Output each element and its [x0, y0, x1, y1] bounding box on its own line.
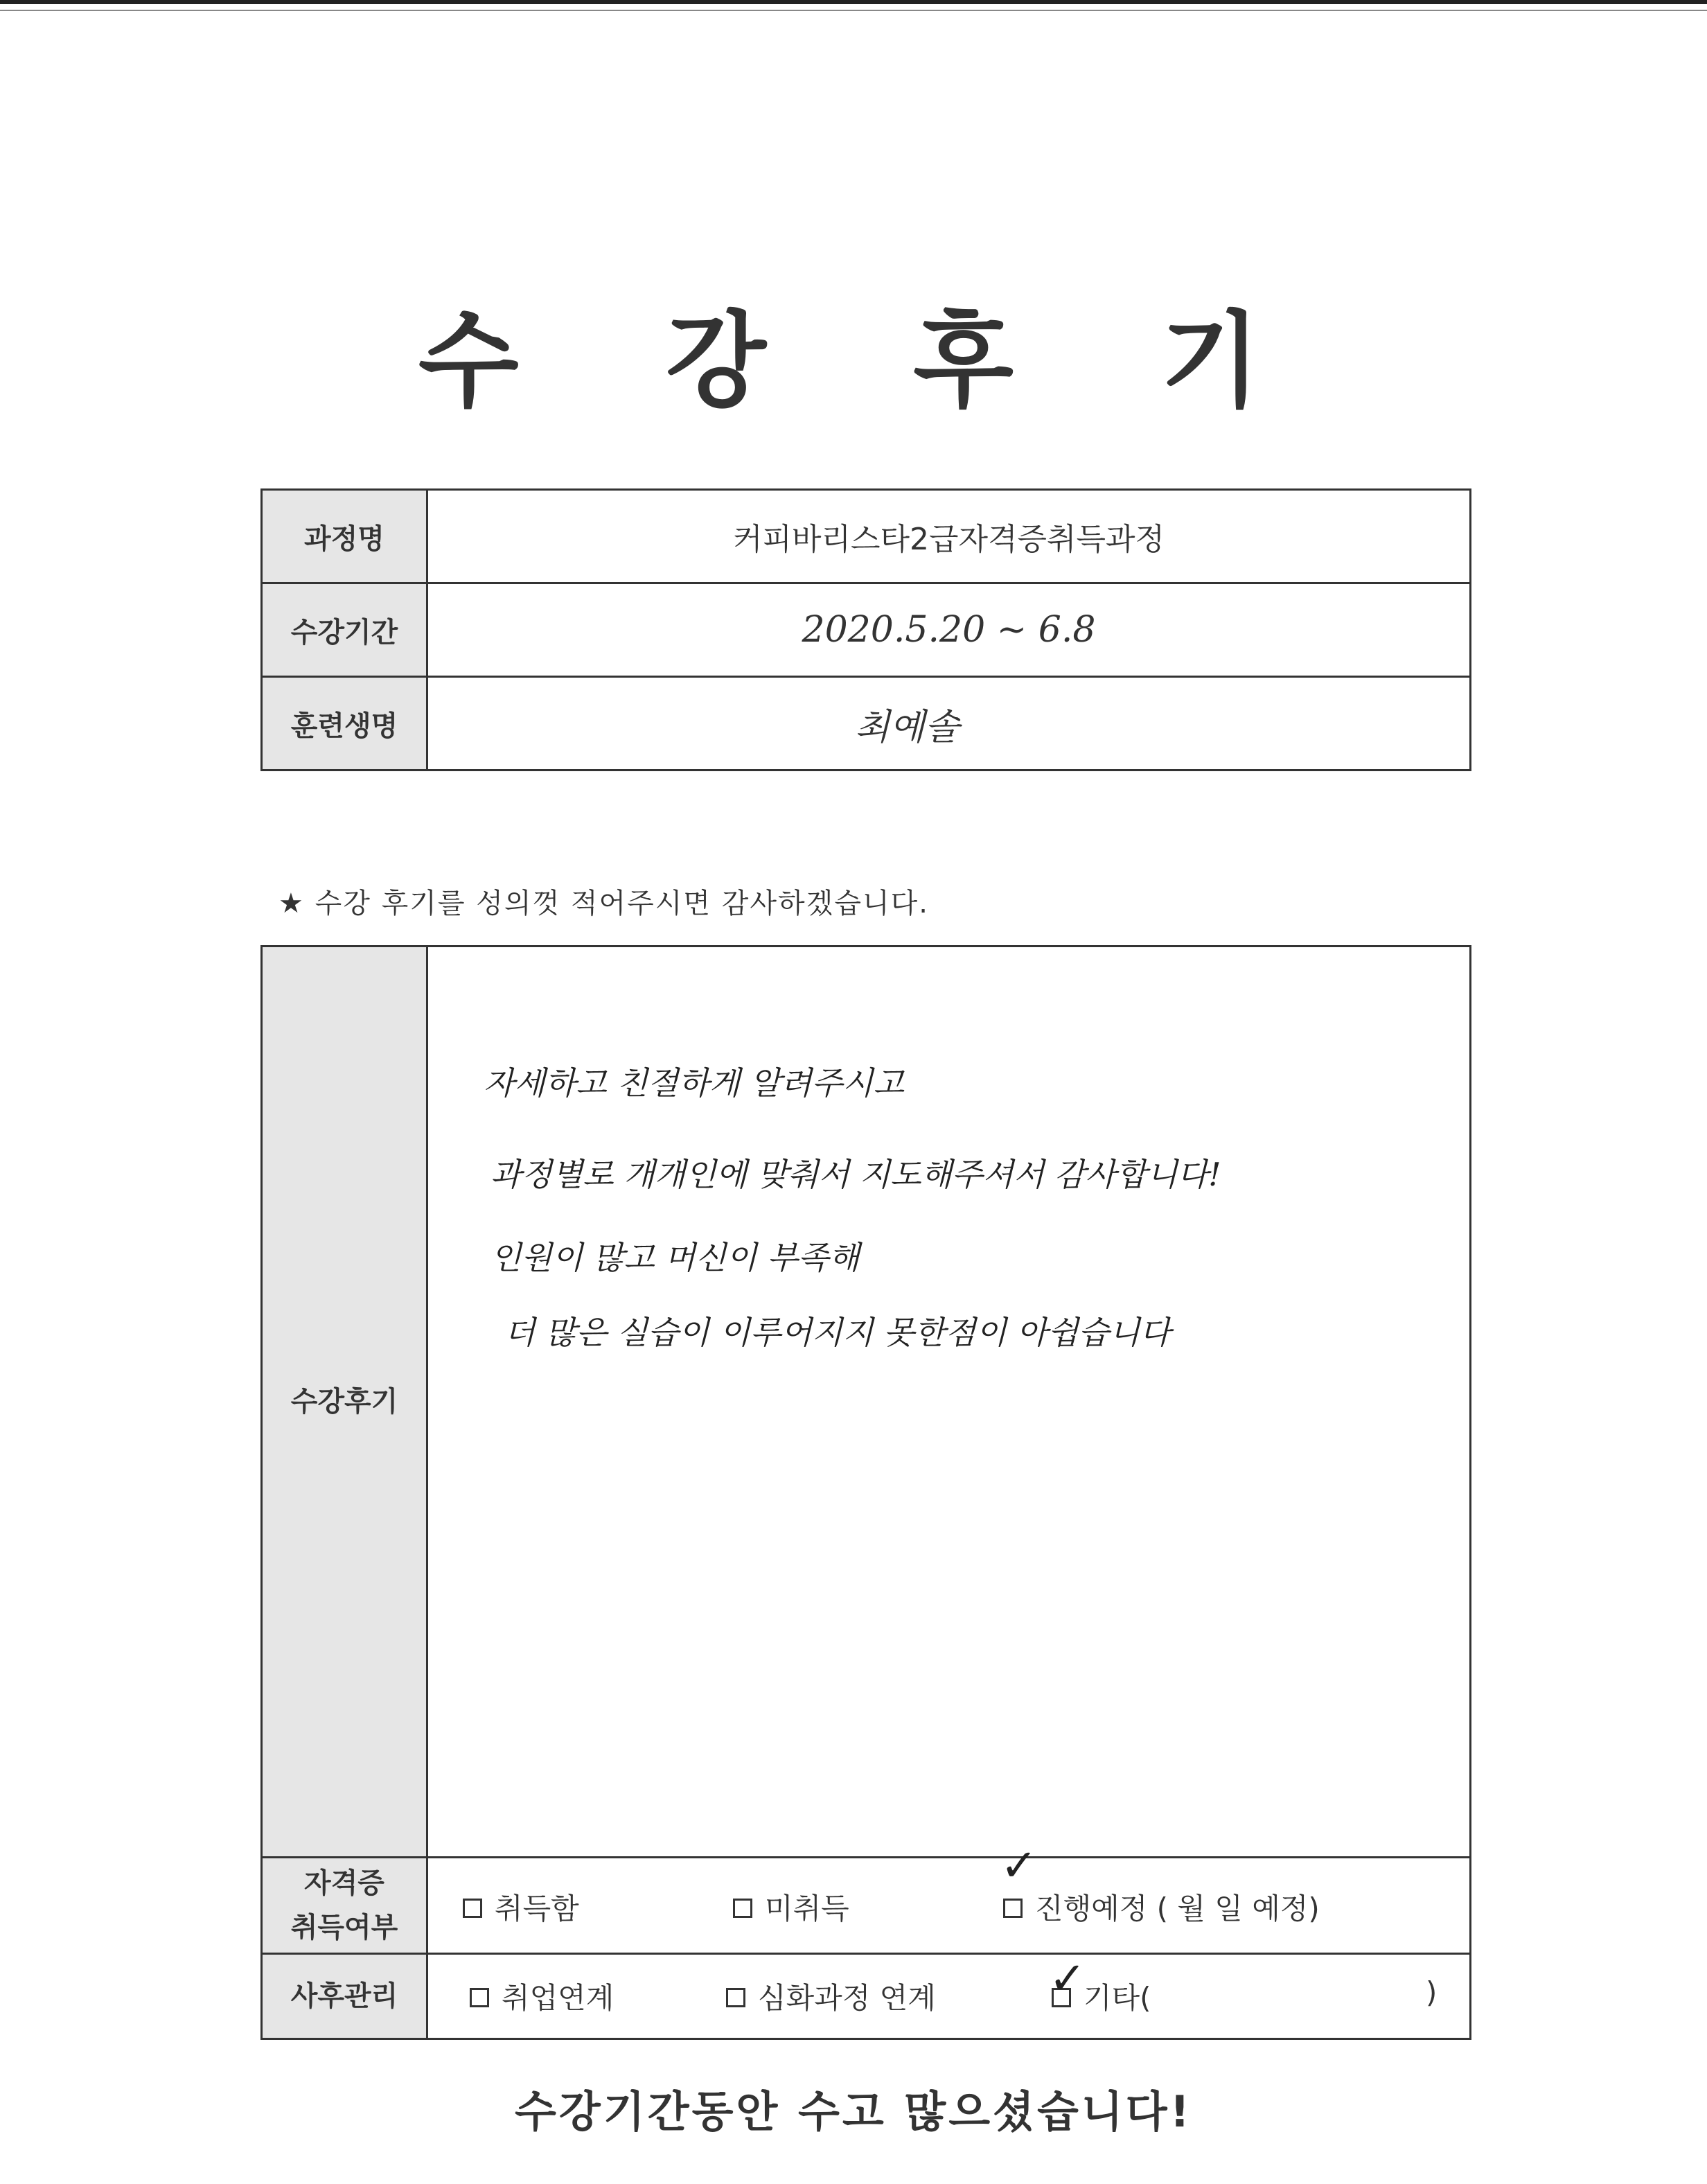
- review-line: 과정별로 개개인에 맞춰서 지도해주셔서 감사합니다!: [490, 1156, 1221, 1193]
- checkbox-scheduled[interactable]: [1003, 1899, 1023, 1918]
- certification-label: [262, 1858, 427, 1954]
- review-table: [260, 945, 1471, 2040]
- trainee-value[interactable]: 최예솔: [427, 677, 1471, 770]
- option-acquired-label: 취득함: [495, 1892, 579, 1926]
- review-row: [262, 946, 1471, 1858]
- option-advanced[interactable]: [726, 1975, 936, 2017]
- notice-text: ★ 수강 후기를 성의껏 적어주시면 감사하겠습니다.: [278, 888, 929, 919]
- option-not-acquired-label: 미취득: [765, 1892, 849, 1926]
- certification-options: [427, 1840, 1471, 1954]
- option-advanced-label: 심화과정 연계: [758, 1981, 936, 2015]
- trainee-row: [262, 677, 1471, 770]
- course-value: 커피바리스타2급자격증취득과정: [427, 490, 1471, 583]
- option-scheduled-label: 진행예정 ( 월 일 예정): [1035, 1892, 1320, 1926]
- option-other-close: ): [1426, 1975, 1438, 2009]
- certification-label-line1: 자격증: [304, 1867, 384, 1899]
- review-body[interactable]: [427, 946, 1471, 1858]
- review-label: 수강후기: [262, 946, 427, 1858]
- checkbox-advanced[interactable]: [726, 1988, 745, 2007]
- trainee-label: 훈련생명: [262, 677, 427, 770]
- review-line: 자세하고 친절하게 알려주시고: [484, 1064, 904, 1102]
- document-title: 수 강 후 기: [418, 301, 1317, 422]
- option-employment-label: 취업연계: [502, 1981, 614, 2015]
- checkbox-not-acquired[interactable]: [733, 1899, 752, 1918]
- review-line: 더 많은 실습이 이루어지지 못한점이 아쉽습니다: [504, 1314, 1171, 1351]
- top-border: [0, 0, 1707, 4]
- course-info-table: [260, 488, 1471, 771]
- footer-message: 수강기간동안 수고 많으셨습니다!: [515, 2086, 1192, 2137]
- aftercare-row: [262, 1954, 1471, 2039]
- option-not-acquired[interactable]: [733, 1886, 849, 1928]
- check-mark-icon: ✓: [1000, 1840, 1038, 1892]
- period-label: 수강기간: [262, 583, 427, 677]
- checkbox-acquired[interactable]: [463, 1899, 482, 1918]
- period-row: [262, 583, 1471, 677]
- option-other-label: 기타(: [1084, 1981, 1151, 2015]
- checkbox-employment[interactable]: [470, 1988, 489, 2007]
- course-row: [262, 490, 1471, 583]
- period-value[interactable]: 2020.5.20 ~ 6.8: [427, 583, 1471, 677]
- option-acquired[interactable]: [463, 1886, 579, 1928]
- review-line: 인원이 많고 머신이 부족해: [490, 1239, 860, 1276]
- aftercare-label: 사후관리: [262, 1954, 427, 2039]
- option-employment[interactable]: [470, 1975, 614, 2017]
- top-border-thin: [0, 10, 1707, 11]
- certification-row: [262, 1858, 1471, 1954]
- course-label: 과정명: [262, 490, 427, 583]
- check-mark-icon: ✓: [1049, 1953, 1086, 2005]
- option-scheduled[interactable]: [1003, 1886, 1320, 1928]
- aftercare-options: [427, 1954, 1471, 2039]
- certification-label-line2: 취득여부: [290, 1912, 398, 1944]
